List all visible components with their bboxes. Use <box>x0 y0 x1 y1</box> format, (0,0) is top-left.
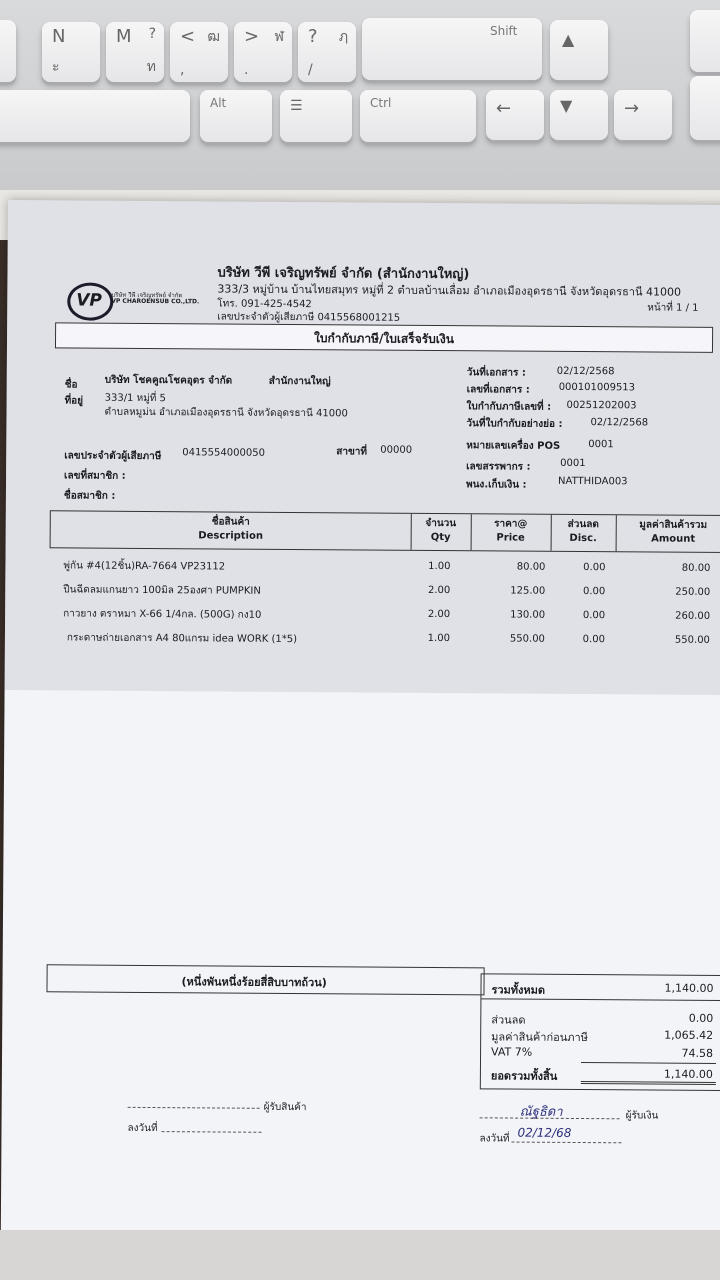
doc-no-label: เลขที่เอกสาร : <box>466 384 530 396</box>
revenue-no-value: 0001 <box>560 457 586 470</box>
keyboard-key-slash: ? ฦ / <box>298 22 356 82</box>
doc-date-label: วันที่เอกสาร : <box>466 367 526 379</box>
keyboard-key-partial-right-2 <box>690 76 720 140</box>
tax-invoice-sheet <box>1 200 720 1235</box>
customer-tax-label: เลขประจำตัวผู้เสียภาษี <box>64 450 162 463</box>
receiver-date-line <box>161 1131 261 1133</box>
summary-grand-total-label: ยอดรวมทั้งสิ้น <box>490 1069 558 1083</box>
table-row: พู่กัน #4(12ชิ้น)RA-7664 VP23112 1.00 80.00 0.00 80.00 <box>63 560 711 574</box>
keyboard-key-menu <box>280 90 352 142</box>
table-row: กาวยาง ตราหมา X-66 1/4กล. (500G) กง10 2.00 130.00 0.00 260.00 <box>63 608 711 622</box>
document-title-box <box>55 322 713 353</box>
customer-name: บริษัท โชคคูณโชคอุดร จำกัด <box>104 374 233 387</box>
logo-caption-en: VP CHAROENSUB CO.,LTD. <box>111 297 200 306</box>
amount-in-words: (หนึ่งพันหนึ่งร้อยสี่สิบบาทถ้วน) <box>181 975 327 990</box>
document-title: ใบกำกับภาษี/ใบเสร็จรับเงิน <box>314 331 455 347</box>
customer-name-label: ชื่อ <box>64 379 78 391</box>
header-discount: ส่วนลด Disc. <box>567 518 599 545</box>
member-no-label: เลขที่สมาชิก : <box>64 470 126 482</box>
summary-discount-label: ส่วนลด <box>491 1013 526 1027</box>
menu-icon: ☰ <box>290 98 303 114</box>
member-name-label: ชื่อสมาชิก : <box>63 490 116 502</box>
cashier-label: พนง.เก็บเงิน : <box>465 479 527 491</box>
keyboard-key-ctrl: Ctrl <box>360 90 476 142</box>
table-row: กระดาษถ่ายเอกสาร A4 80แกรม idea WORK (1*5) 1.00 550.00 0.00 550.00 <box>66 632 710 646</box>
payee-signature: ณัฐธิดา <box>519 1104 563 1120</box>
arrow-left-icon: ← <box>496 98 512 119</box>
page-number: หน้าที่ 1 / 1 <box>647 302 699 314</box>
keyboard-key-left <box>486 90 544 140</box>
header-amount: มูลค่าสินค้ารวม Amount <box>639 519 708 545</box>
receiver-sign-line <box>128 1107 260 1109</box>
summary-total-value: 1,140.00 <box>664 981 714 995</box>
tax-invoice-no-label: ใบกำกับภาษีเลขที่ : <box>466 401 552 413</box>
keyboard-key-comma: < ฒ , <box>170 22 228 82</box>
header-qty: จำนวน Qty <box>425 517 457 544</box>
items-table-header <box>50 510 720 553</box>
logo-caption: บริษัท วีพี เจริญทรัพย์ จำกัด <box>111 291 183 300</box>
company-tax-id: เลขประจำตัวผู้เสียภาษี 0415568001215 <box>217 311 401 324</box>
company-logo: VP <box>67 282 113 320</box>
customer-tax-id: 0415554000050 <box>182 447 265 459</box>
summary-box <box>480 973 720 1091</box>
doc-date-value: 02/12/2568 <box>556 365 615 378</box>
pos-no-value: 0001 <box>588 439 614 451</box>
keyboard-key-partial <box>0 20 16 82</box>
customer-address-label: ที่อยู่ <box>64 395 84 407</box>
keyboard-key-shift: Shift <box>362 18 542 80</box>
arrow-up-icon: ▲ <box>562 30 575 49</box>
keyboard-key-space <box>0 90 190 142</box>
summary-total-label: รวมทั้งหมด <box>491 983 546 997</box>
pos-no-label: หมายเลขเครื่อง POS <box>466 440 561 452</box>
customer-address-line1: 333/1 หมู่ที่ 5 <box>104 392 166 405</box>
tax-invoice-no-value: 00251202003 <box>566 399 637 412</box>
amount-in-words-box <box>46 964 484 995</box>
keyboard-key-up <box>550 20 608 80</box>
desk-bottom <box>0 1230 720 1280</box>
doc-no-value: 000101009513 <box>558 381 636 394</box>
customer-address-line2: ตำบลหมูม่น อำเภอเมืองอุดรธานี จังหวัดอุดรธานี 41000 <box>104 406 348 420</box>
receiver-date-label: ลงวันที่ <box>127 1122 158 1135</box>
short-invoice-date-value: 02/12/2568 <box>590 417 649 429</box>
header-description: ชื่อสินค้า Description <box>198 516 264 542</box>
payee-date-line <box>511 1142 621 1144</box>
company-name: บริษัท วีพี เจริญทรัพย์ จำกัด (สำนักงานใหญ่) <box>217 265 470 283</box>
summary-grand-total-value: 1,140.00 <box>663 1067 713 1081</box>
summary-vat-label: VAT 7% <box>491 1045 533 1059</box>
customer-branch-no: 00000 <box>380 444 413 456</box>
short-invoice-date-label: วันที่ใบกำกับอย่างย่อ : <box>466 418 563 430</box>
header-price: ราคา@ Price <box>494 518 528 544</box>
keyboard-key-partial-right <box>690 10 720 72</box>
company-address: 333/3 หมู่บ้าน บ้านไทยสมุทร หมู่ที่ 2 ตำบลบ้านเลื่อม อำเภอเมืองอุดรธานี จังหวัดอุดรธานี 41000 <box>217 282 682 299</box>
payee-date-label: ลงวันที่ <box>479 1133 510 1145</box>
table-row: ปืนฉีดลมแกนยาว 100มิล 25องศา PUMPKIN 2.00 125.00 0.00 250.00 <box>63 584 711 598</box>
revenue-no-label: เลขสรรพากร : <box>466 461 531 473</box>
keyboard-key-right <box>614 90 672 140</box>
keyboard-key-alt: Alt <box>200 90 272 142</box>
arrow-right-icon: → <box>624 98 640 119</box>
customer-branch: สำนักงานใหญ่ <box>268 375 331 388</box>
cashier-value: NATTHIDA003 <box>558 475 628 488</box>
receiver-label: ผู้รับสินค้า <box>263 1101 307 1114</box>
keyboard-key-n: N ะ <box>42 22 100 82</box>
summary-vat-value: 74.58 <box>681 1046 714 1060</box>
summary-discount-value: 0.00 <box>688 1011 714 1025</box>
payee-label: ผู้รับเงิน <box>625 1110 659 1122</box>
keyboard-key-down <box>550 90 608 140</box>
keyboard-key-m: M ? ท <box>106 22 164 82</box>
summary-pretax-label: มูลค่าสินค้าก่อนภาษี <box>491 1030 588 1045</box>
keyboard-key-period: > ฬ . <box>234 22 292 82</box>
keyboard <box>0 0 720 190</box>
customer-branch-label: สาขาที่ <box>336 446 368 458</box>
company-phone: โทร. 091-425-4542 <box>217 298 312 311</box>
summary-pretax-value: 1,065.42 <box>664 1028 714 1042</box>
arrow-down-icon: ▼ <box>560 96 573 115</box>
payee-date: 02/12/68 <box>517 1125 572 1140</box>
